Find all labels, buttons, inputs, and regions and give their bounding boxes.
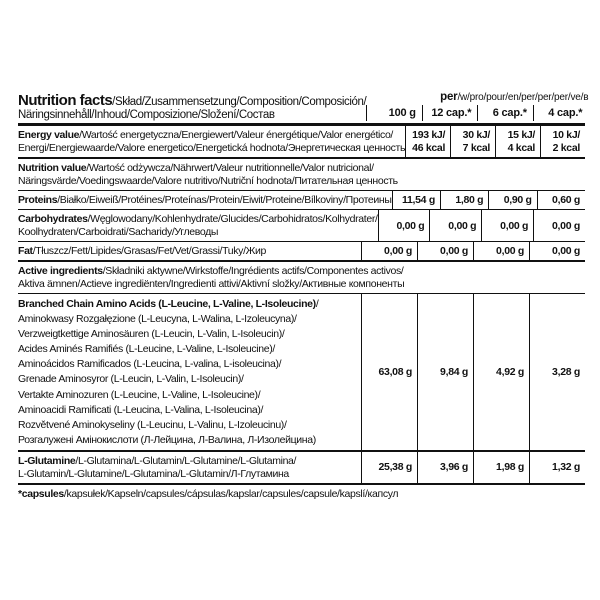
energy-translations-line2: Energi/Energiewaarde/Valore energetico/Energetická hodnota/Энергетическая ценность [18,142,406,154]
energy-value-4cap [540,126,585,157]
nutrition-facts-title: Nutrition facts [18,92,113,109]
bcaa-translation-es: Aminoácidos Ramificados (L-Leucina, L-valina, L-isoleucina)/ [18,358,282,371]
footnote-label: *capsules [18,487,64,500]
nutrition-label [18,91,589,501]
carbohydrates-translations-line2: Koolhydraten/Carboidrati/Sacharidy/Углеводы [18,226,219,238]
glutamine-row [18,452,585,485]
bcaa-row [18,294,585,452]
bcaa-translation-fr: Acides Aminés Ramifiés (L-Leucine, L-Valine, L-Isoleucine)/ [18,343,275,356]
carbohydrates-4cap: 0,00 g [533,210,585,241]
nutrition-value-title: Nutrition value [18,162,87,174]
nutrition-value-translations-line2: Näringsvärde/Voedingswaarde/Valore nutritivo/Nutriční hodnota/Питательная ценность [18,175,398,187]
fat-translations: /Tłuszcz/Fett/Lipides/Grasas/Fet/Vet/Grassi/Tuky/Жир [32,245,267,257]
per-label: per [440,91,458,103]
glutamine-12cap: 3,96 g [417,452,473,483]
carbohydrates-12cap: 0,00 g [429,210,481,241]
proteins-label [18,191,392,209]
bcaa-4cap: 3,28 g [529,294,585,450]
label-header [18,91,589,126]
glutamine-6cap: 1,98 g [473,452,529,483]
header-title-block [18,92,366,121]
column-header-4cap: 4 cap.* [533,105,589,121]
carbohydrates-title: Carbohydrates [18,213,88,225]
glutamine-title: L-Glutamine [18,454,76,467]
glutamine-label [18,452,361,483]
proteins-12cap: 1,80 g [440,191,488,209]
bcaa-translation-uk: Розгалужені Амінокислоти (Л-Лейцина, Л-Валина, Л-Изолейцина) [18,433,316,446]
energy-kj-6cap: 15 kJ/ [507,128,536,141]
title-translations: /Skład/Zusammensetzung/Composition/Composición/ [112,96,367,108]
fat-6cap: 0,00 g [473,242,529,260]
energy-value-100g [405,126,450,157]
fat-4cap: 0,00 g [529,242,585,260]
fat-100g: 0,00 g [361,242,417,260]
fat-label [18,242,361,260]
glutamine-4cap: 1,32 g [529,452,585,483]
bcaa-100g: 63,08 g [361,294,417,450]
nutrient-row-fat [18,242,585,262]
bcaa-title: Branched Chain Amino Acids (L-Leucine, L-Valine, L-Isoleucine) [18,298,316,310]
proteins-100g: 11,54 g [392,191,440,209]
bcaa-title-tail: / [315,298,319,310]
energy-kcal-100g: 46 kcal [412,141,446,154]
energy-translations: /Wartość energetyczna/Energiewert/Valeur énergétique/Valor energético/ [79,129,393,141]
column-header-12cap: 12 cap.* [422,105,478,121]
carbohydrates-100g: 0,00 g [378,210,430,241]
active-ingredients-title: Active ingredients [18,265,103,277]
energy-kcal-6cap: 4 kcal [507,141,536,154]
bcaa-translation-de: Verzweigtkettige Aminosäuren (L-Leucin, L-Valin, L-Isoleucin)/ [18,328,285,341]
energy-kcal-12cap: 7 kcal [462,141,491,154]
active-ingredients-translations-line2: Aktiva ämnen/Actieve ingrediënten/Ingredienti attivi/Aktivní složky/Активные компоненты [18,278,405,290]
bcaa-translation-it: Aminoacidi Ramificati (L-Leucina, L-Valina, L-Isoleucina)/ [18,403,264,416]
energy-title: Energy value [18,129,80,141]
per-header [366,91,588,121]
carbohydrates-translations: /Węglowodany/Kohlenhydrate/Glucides/Carbohidratos/Kolhydrater/ [87,213,378,225]
nutrition-value-section [18,159,585,191]
active-ingredients-section [18,262,585,294]
nutrient-row-proteins [18,191,585,210]
glutamine-translations: /L-Glutamina/L-Glutamin/L-Glutamine/L-Glutamina/ [75,454,297,467]
energy-kj-4cap: 10 kJ/ [552,128,580,141]
bcaa-12cap: 9,84 g [417,294,473,450]
nutrition-value-translations: /Wartość odżywcza/Nährwert/Valeur nutritionnelle/Valor nutricional/ [86,162,374,174]
active-ingredients-translations: /Składniki aktywne/Wirkstoffe/Ingrédients actifs/Componentes activos/ [102,265,404,277]
glutamine-100g: 25,38 g [361,452,417,483]
column-headers [366,105,588,121]
proteins-6cap: 0,90 g [488,191,536,209]
column-header-6cap: 6 cap.* [477,105,533,121]
fat-title: Fat [18,245,33,257]
footnote-translations: /kapsułek/Kapseln/capsules/cápsulas/kapslar/capsules/capsule/kapslí/капсул [63,487,399,500]
bcaa-translation-cs: Rozvětvené Aminokyseliny (L-Leucinu, L-Valinu, L-Izoleucinu)/ [18,418,287,431]
energy-row [18,126,585,159]
fat-12cap: 0,00 g [417,242,473,260]
proteins-title: Proteins [18,194,58,206]
bcaa-translation-sv: Grenade Aminosyror (L-Leucin, L-Valin, L-Isoleucin)/ [18,373,244,386]
energy-kj-12cap: 30 kJ/ [462,128,491,141]
proteins-translations: /Białko/Eiweiß/Protéines/Proteínas/Protein/Eiwit/Proteine/Bílkoviny/Протеины [57,194,392,206]
footnote [18,485,585,501]
per-translations: /w/pro/pour/en/per/per/per/ve/в [457,92,589,103]
proteins-4cap: 0,60 g [537,191,585,209]
bcaa-translation-pl: Aminokwasy Rozgałęzione (L-Leucyna, L-Walina, L-Izoleucyna)/ [18,313,297,326]
glutamine-translations-line2: L-Glutamin/L-Glutamine/L-Glutamina/L-Glutamin/Л-Глутамина [18,467,289,480]
bcaa-6cap: 4,92 g [473,294,529,450]
nutrient-row-carbohydrates [18,210,585,242]
title-translations-line2: Näringsinnehåll/Inhoud/Composizione/Složení/Состав [18,109,275,121]
energy-kj-100g: 193 kJ/ [412,128,446,141]
bcaa-label [18,294,361,450]
carbohydrates-label [18,210,378,241]
energy-value-12cap [450,126,495,157]
energy-label [18,126,405,157]
energy-value-6cap [495,126,540,157]
column-header-100g: 100 g [366,105,422,121]
bcaa-translation-nl: Vertakte Aminozuren (L-Leucine, L-Valine, L-Isoleucine)/ [18,388,261,401]
carbohydrates-6cap: 0,00 g [481,210,533,241]
energy-kcal-4cap: 2 kcal [552,141,580,154]
